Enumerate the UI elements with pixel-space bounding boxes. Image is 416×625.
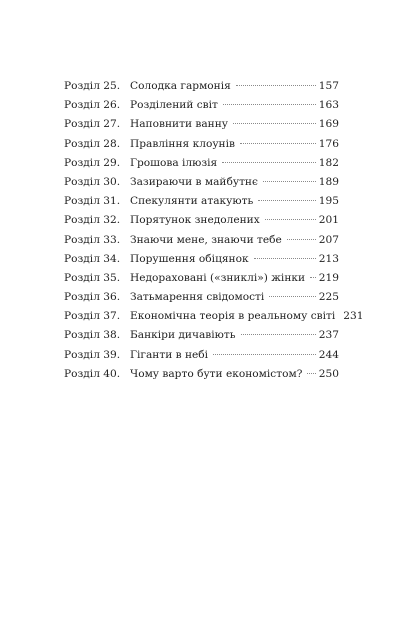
page-number: 195 — [318, 195, 339, 208]
toc-entry — [64, 307, 364, 326]
toc-entry — [64, 77, 339, 96]
dot-leader — [265, 219, 316, 220]
chapter-title: Розділений світ — [130, 99, 218, 112]
dot-leader — [310, 277, 316, 278]
dot-leader — [236, 85, 316, 86]
chapter-label: Розділ 40. — [64, 367, 121, 380]
chapter-title: Знаючи мене, знаючи тебе — [130, 233, 282, 246]
chapter-label: Розділ 28. — [64, 137, 121, 150]
toc-entry — [64, 365, 339, 384]
chapter-label: Розділ 36. — [64, 291, 121, 304]
chapter-label: Розділ 30. — [64, 175, 121, 188]
chapter-label: Розділ 26. — [64, 99, 121, 112]
dot-leader — [240, 143, 316, 144]
page-number: 237 — [318, 329, 339, 342]
chapter-title: Економічна теорія в реальному світі — [130, 310, 336, 323]
chapter-label: Розділ 25. — [64, 80, 121, 92]
dot-leader — [263, 181, 316, 182]
chapter-label: Розділ 32. — [64, 214, 121, 227]
page-number: 207 — [318, 233, 339, 246]
page-number: 219 — [318, 271, 339, 284]
chapter-title: Правління клоунів — [130, 137, 235, 150]
dot-leader — [269, 296, 315, 297]
chapter-label: Розділ 38. — [64, 329, 121, 342]
chapter-title: Порятунок знедолених — [130, 214, 260, 227]
toc-entry — [64, 231, 339, 250]
chapter-title: Наповнити ванну — [130, 118, 229, 131]
dot-leader — [241, 334, 316, 335]
page-number: 176 — [318, 137, 339, 150]
page-number: 182 — [318, 156, 339, 169]
chapter-title: Недораховані («зниклі») жінки — [130, 271, 306, 284]
dot-leader — [258, 200, 316, 201]
page-number: 250 — [318, 367, 339, 380]
page-number: 189 — [318, 175, 339, 188]
chapter-title: Спекулянти атакують — [130, 195, 254, 208]
table-of-contents — [64, 77, 364, 384]
dot-leader — [233, 123, 316, 124]
chapter-title: Гіганти в небі — [130, 348, 209, 361]
chapter-label: Розділ 33. — [64, 233, 121, 246]
chapter-title: Затьмарення свідомості — [130, 291, 265, 304]
dot-leader — [223, 104, 316, 105]
page-number: 163 — [318, 99, 339, 112]
toc-entry — [64, 250, 339, 269]
page-number: 244 — [318, 348, 339, 361]
toc-entry — [64, 154, 339, 173]
dot-leader — [254, 258, 316, 259]
chapter-label: Розділ 27. — [64, 118, 121, 131]
dot-leader — [287, 239, 316, 240]
toc-entry — [64, 211, 339, 230]
chapter-title: Зазираючи в майбутнє — [130, 175, 258, 188]
chapter-label: Розділ 34. — [64, 252, 121, 265]
toc-entry — [64, 115, 339, 134]
chapter-label: Розділ 35. — [64, 271, 121, 284]
dot-leader — [222, 162, 316, 163]
toc-entry — [64, 346, 339, 365]
chapter-title: Чому варто бути економістом? — [130, 367, 303, 380]
toc-entry — [64, 192, 339, 211]
dot-leader — [307, 373, 315, 374]
page-number: 157 — [318, 80, 339, 92]
dot-leader — [213, 354, 316, 355]
chapter-title: Грошова ілюзія — [130, 156, 218, 169]
page-number: 225 — [318, 291, 339, 304]
chapter-label: Розділ 39. — [64, 348, 121, 361]
toc-entry — [64, 135, 339, 154]
toc-entry — [64, 96, 339, 115]
chapter-label: Розділ 37. — [64, 310, 121, 323]
chapter-label: Розділ 31. — [64, 195, 121, 208]
chapter-title: Порушення обіцянок — [130, 252, 249, 265]
toc-entry — [64, 326, 339, 345]
chapter-title: Банкіри дичавіють — [130, 329, 236, 342]
chapter-title: Солодка гармонія — [130, 80, 231, 92]
toc-entry — [64, 288, 339, 307]
page-number: 231 — [343, 310, 364, 323]
toc-entry — [64, 173, 339, 192]
page-number: 213 — [318, 252, 339, 265]
toc-entry — [64, 269, 339, 288]
page-number: 201 — [318, 214, 339, 227]
chapter-label: Розділ 29. — [64, 156, 121, 169]
page-number: 169 — [318, 118, 339, 131]
